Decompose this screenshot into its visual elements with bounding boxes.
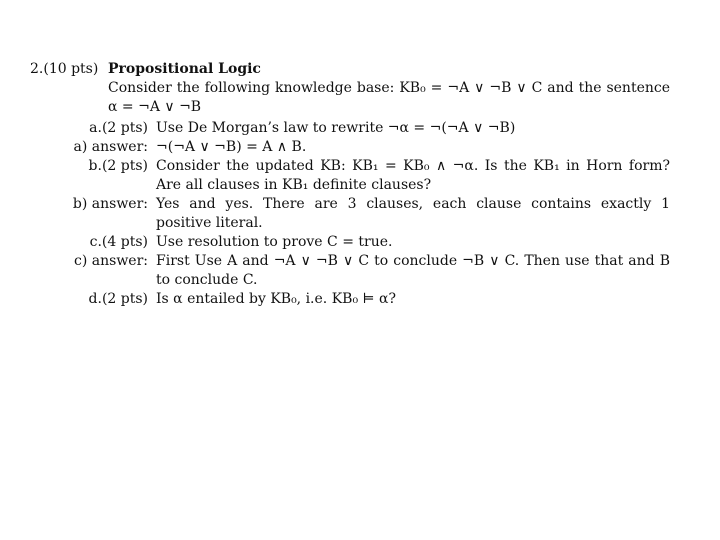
part-label: b) answer: <box>72 196 148 212</box>
part-text: ¬(¬A ∨ ¬B) = A ∧ B. <box>156 139 307 155</box>
part-label: a.(2 pts) <box>89 120 148 136</box>
part-label: a) answer: <box>73 139 148 155</box>
part-b-answer <box>30 195 670 233</box>
part-text: Yes and yes. There are 3 clauses, each clause contains exactly 1 positive literal. <box>156 196 670 231</box>
problem-title: Propositional Logic <box>108 61 261 77</box>
part-label: d.(2 pts) <box>88 291 148 307</box>
part-c-answer <box>30 252 670 290</box>
part-a-question <box>30 119 670 138</box>
part-b-question <box>30 157 670 195</box>
part-text: Is α entailed by KB₀, i.e. KB₀ ⊨ α? <box>156 291 396 307</box>
part-label: b.(2 pts) <box>88 158 148 174</box>
part-text: Consider the updated KB: KB₁ = KB₀ ∧ ¬α. Is the KB₁ in Horn form? Are all clauses in KB₁ definite clauses? <box>156 158 670 193</box>
part-text: Use De Morgan’s law to rewrite ¬α = ¬(¬A ∨ ¬B) <box>156 120 516 136</box>
part-label: c.(4 pts) <box>89 234 148 250</box>
part-label: c) answer: <box>74 253 148 269</box>
problem-number: 2.(10 pts) <box>30 61 99 77</box>
part-a-answer <box>30 138 670 157</box>
problem-intro: Consider the following knowledge base: KB₀ = ¬A ∨ ¬B ∨ C and the sentence α = ¬A ∨ ¬B <box>108 80 670 115</box>
part-text: First Use A and ¬A ∨ ¬B ∨ C to conclude ¬B ∨ C. Then use that and B to conclude C. <box>156 253 670 288</box>
problem-header <box>30 60 670 79</box>
part-c-question <box>30 233 670 252</box>
problem-2 <box>30 60 670 309</box>
problem-intro-block <box>30 79 670 117</box>
part-d-question <box>30 290 670 309</box>
part-text: Use resolution to prove C = true. <box>156 234 393 250</box>
